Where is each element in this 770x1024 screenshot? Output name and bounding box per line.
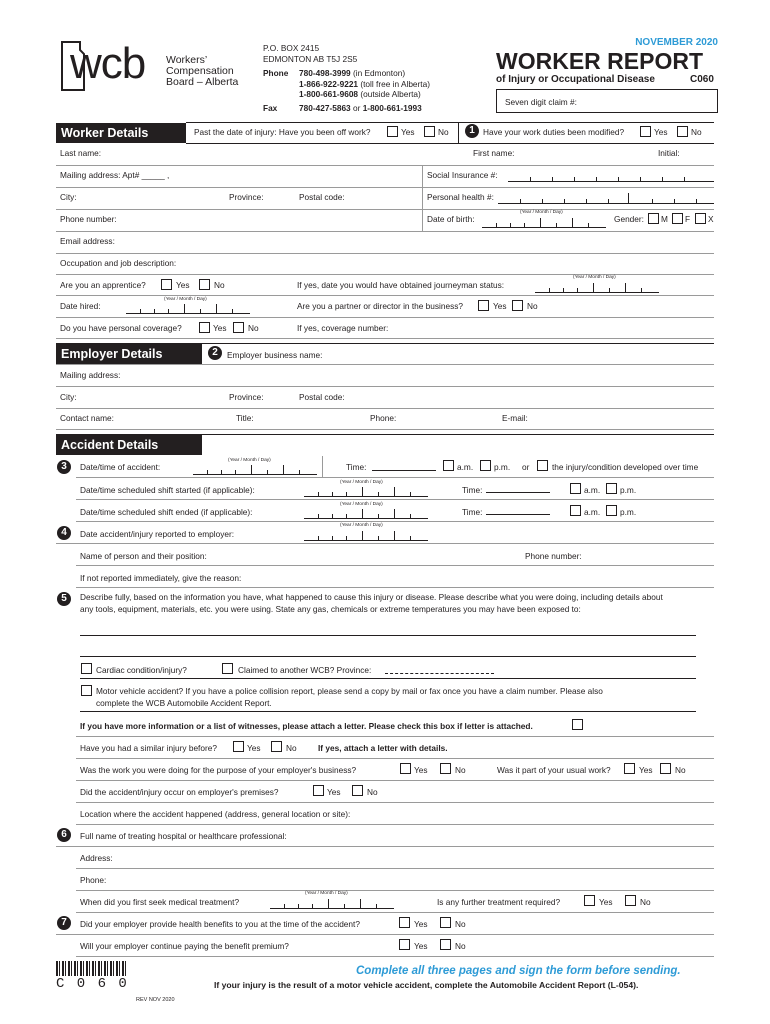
section-number-3: 3 xyxy=(57,460,71,474)
journeyman-ticks xyxy=(535,288,659,293)
date-hired-format-hint: (Year / Month / Day) xyxy=(164,297,207,302)
accident-date-label[interactable]: Date/time of accident: xyxy=(80,462,161,472)
city-field[interactable]: City: xyxy=(60,192,77,202)
employer-city-row xyxy=(56,387,714,409)
claimed-province-line[interactable] xyxy=(385,673,494,674)
employer-business-name-field[interactable]: Employer business name: xyxy=(227,350,323,360)
email-field[interactable]: Email address: xyxy=(60,236,115,246)
first-name-field[interactable]: First name: xyxy=(473,148,515,158)
hospital-address-row xyxy=(76,847,714,869)
employer-city-field[interactable]: City: xyxy=(60,392,77,402)
apprentice-yes-label: Yes xyxy=(176,280,190,290)
org-name-line2: Compensation xyxy=(166,65,234,77)
accident-date-format-hint: (Year / Month / Day) xyxy=(228,458,271,463)
gender-f-checkbox[interactable] xyxy=(672,213,683,224)
name-position-field[interactable]: Name of person and their position: xyxy=(80,551,207,561)
further-no-checkbox[interactable] xyxy=(625,895,636,906)
shift-start-ticks xyxy=(304,492,428,497)
employer-contact-field[interactable]: Contact name: xyxy=(60,413,114,423)
duties-yes-checkbox[interactable] xyxy=(640,126,651,137)
phone-number-field[interactable]: Phone number: xyxy=(60,214,117,224)
location-field[interactable]: Location where the accident happened (address, general location or site): xyxy=(80,809,351,819)
claim-number-box[interactable] xyxy=(496,89,718,113)
off-work-yes-label: Yes xyxy=(401,127,415,137)
city-address: EDMONTON AB T5J 2S5 xyxy=(263,54,358,64)
sin-ticks xyxy=(508,177,714,182)
auto-report-notice: If your injury is the result of a motor vehicle accident, complete the Automobile Accident Report (L-054). xyxy=(214,980,639,990)
complete-notice: Complete all three pages and sign the form before sending. xyxy=(356,965,681,977)
org-name-line3: Board – Alberta xyxy=(166,76,239,88)
premises-no-label: No xyxy=(367,787,378,797)
employer-phone-field[interactable]: Phone: xyxy=(370,413,397,423)
usual-no-checkbox[interactable] xyxy=(660,763,671,774)
purpose-yes-label: Yes xyxy=(414,765,428,775)
accident-date-ticks xyxy=(193,470,317,475)
worker-details-header: Worker Details xyxy=(56,123,186,143)
form-date: NOVEMBER 2020 xyxy=(635,37,718,48)
section-number-6: 6 xyxy=(57,828,71,842)
not-reported-field[interactable]: If not reported immediately, give the reason: xyxy=(80,573,242,583)
gender-x-checkbox[interactable] xyxy=(695,213,706,224)
purpose-no-label: No xyxy=(455,765,466,775)
phone-line2: 1-866-922-9221 (toll free in Alberta) xyxy=(299,79,430,89)
developed-over-time-label: the injury/condition developed over time xyxy=(552,462,699,472)
province-field[interactable]: Province: xyxy=(229,192,264,202)
premises-yes-checkbox[interactable] xyxy=(313,785,324,796)
shift-start-label[interactable]: Date/time scheduled shift started (if applicable): xyxy=(80,485,255,495)
revision-label: REV NOV 2020 xyxy=(136,997,175,1003)
section-number-2: 2 xyxy=(208,346,222,360)
dob-field[interactable]: Date of birth: xyxy=(427,214,475,224)
usual-yes-label: Yes xyxy=(639,765,653,775)
further-treatment-question: Is any further treatment required? xyxy=(437,897,561,907)
shift-start-pm-label: p.m. xyxy=(620,485,637,495)
first-treatment-ticks xyxy=(270,904,394,909)
dob-ticks xyxy=(482,223,606,228)
describe-write-line3[interactable] xyxy=(80,678,696,679)
coverage-question: Do you have personal coverage? xyxy=(60,323,182,333)
org-name-line1: Workers’ xyxy=(166,54,208,66)
duties-no-checkbox[interactable] xyxy=(677,126,688,137)
gender-label: Gender: xyxy=(614,214,644,224)
describe-write-line2[interactable] xyxy=(80,656,696,657)
mva-line2: complete the WCB Automobile Accident Report. xyxy=(96,698,272,708)
mailing-address-field[interactable]: Mailing address: Apt# _____ , xyxy=(60,170,170,180)
premises-yes-label: Yes xyxy=(327,787,341,797)
partner-yes-checkbox[interactable] xyxy=(478,300,489,311)
mva-checkbox[interactable] xyxy=(81,685,92,696)
first-treatment-format-hint: (Year / Month / Day) xyxy=(305,891,348,896)
name-row xyxy=(56,144,714,166)
hospital-address-field[interactable]: Address: xyxy=(80,853,113,863)
off-work-no-label: No xyxy=(438,127,449,137)
date-hired-field[interactable]: Date hired: xyxy=(60,301,101,311)
benefits-yes-checkbox[interactable] xyxy=(399,917,410,928)
employer-mailing-row xyxy=(56,365,714,387)
purpose-yes-checkbox[interactable] xyxy=(400,763,411,774)
mva-line1: Motor vehicle accident? If you have a police collision report, please send a copy by mail or fax once you have a claim number. Please also xyxy=(96,686,603,696)
email-row xyxy=(56,232,714,254)
reported-phone-field[interactable]: Phone number: xyxy=(525,551,582,561)
first-treatment-label[interactable]: When did you first seek medical treatment? xyxy=(80,897,240,907)
premium-question: Will your employer continue paying the benefit premium? xyxy=(80,941,289,951)
form-subtitle: of Injury or Occupational Disease xyxy=(496,74,655,85)
duties-yes-label: Yes xyxy=(654,127,668,137)
employer-email-field[interactable]: E-mail: xyxy=(502,413,528,423)
employer-province-field[interactable]: Province: xyxy=(229,392,264,402)
journeyman-date-field[interactable]: If yes, date you would have obtained journeyman status: xyxy=(297,280,505,290)
cardiac-checkbox[interactable] xyxy=(81,663,92,674)
coverage-yes-label: Yes xyxy=(213,323,227,333)
accident-time-line xyxy=(372,470,436,471)
hospital-phone-field[interactable]: Phone: xyxy=(80,875,107,885)
accident-time-label[interactable]: Time: xyxy=(346,462,367,472)
postal-code-field[interactable]: Postal code: xyxy=(299,192,345,202)
accident-pm-label: p.m. xyxy=(494,462,511,472)
section-number-5: 5 xyxy=(57,592,71,606)
describe-write-line1[interactable] xyxy=(80,635,696,636)
benefits-yes-label: Yes xyxy=(414,919,428,929)
date-hired-ticks xyxy=(126,309,250,314)
health-ticks xyxy=(498,199,714,204)
shift-end-am-label: a.m. xyxy=(584,507,601,517)
section-number-7: 7 xyxy=(57,916,71,930)
phone-label: Phone xyxy=(263,68,289,78)
accident-am-label: a.m. xyxy=(457,462,474,472)
partner-no-checkbox[interactable] xyxy=(512,300,523,311)
shift-start-pm-checkbox[interactable] xyxy=(606,483,617,494)
shift-end-time-label[interactable]: Time: xyxy=(462,507,483,517)
more-info-text: If you have more information or a list of witnesses, please attach a letter. Please check this box if letter is attached. xyxy=(80,721,533,731)
accident-details-header: Accident Details xyxy=(56,435,202,455)
similar-yes-label: Yes xyxy=(247,743,261,753)
claimed-other-wcb-checkbox[interactable] xyxy=(222,663,233,674)
similar-yes-checkbox[interactable] xyxy=(233,741,244,752)
coverage-yes-checkbox[interactable] xyxy=(199,322,210,333)
similar-injury-question: Have you had a similar injury before? xyxy=(80,743,217,753)
developed-over-time-checkbox[interactable] xyxy=(537,460,548,471)
shift-start-am-label: a.m. xyxy=(584,485,601,495)
purpose-question: Was the work you were doing for the purpose of your employer's business? xyxy=(80,765,357,775)
section-number-1: 1 xyxy=(465,124,479,138)
dob-format-hint: (Year / Month / Day) xyxy=(520,210,563,215)
further-yes-label: Yes xyxy=(599,897,613,907)
premises-question: Did the accident/injury occur on employer's premises? xyxy=(80,787,279,797)
partner-no-label: No xyxy=(527,301,538,311)
premium-no-label: No xyxy=(455,941,466,951)
shift-start-am-checkbox[interactable] xyxy=(570,483,581,494)
shift-end-label[interactable]: Date/time scheduled shift ended (if applicable): xyxy=(80,507,253,517)
purpose-no-checkbox[interactable] xyxy=(440,763,451,774)
employer-mailing-field[interactable]: Mailing address: xyxy=(60,370,121,380)
shift-end-am-checkbox[interactable] xyxy=(570,505,581,516)
initial-field[interactable]: Initial: xyxy=(658,148,680,158)
wcb-logo xyxy=(54,39,239,92)
health-number-field[interactable]: Personal health #: xyxy=(427,192,494,202)
cardiac-label: Cardiac condition/injury? xyxy=(96,665,187,675)
shift-end-ticks xyxy=(304,514,428,519)
further-no-label: No xyxy=(640,897,651,907)
occupation-field[interactable]: Occupation and job description: xyxy=(60,258,177,268)
usual-work-question: Was it part of your usual work? xyxy=(497,765,611,775)
accident-am-checkbox[interactable] xyxy=(443,460,454,471)
claim-number-label: Seven digit claim #: xyxy=(505,97,577,107)
premises-no-checkbox[interactable] xyxy=(352,785,363,796)
po-box: P.O. BOX 2415 xyxy=(263,43,320,53)
reported-format-hint: (Year / Month / Day) xyxy=(340,523,383,528)
off-work-no-checkbox[interactable] xyxy=(424,126,435,137)
gender-m-checkbox[interactable] xyxy=(648,213,659,224)
barcode-icon xyxy=(56,961,128,976)
employer-details-header: Employer Details xyxy=(56,344,202,364)
form-code: C060 xyxy=(690,74,714,85)
apprentice-no-label: No xyxy=(214,280,225,290)
divider xyxy=(322,456,323,478)
reported-ticks xyxy=(304,536,428,541)
phone-line1: 780-498-3999 (in Edmonton) xyxy=(299,68,406,78)
letter-attached-checkbox[interactable] xyxy=(572,719,583,730)
partner-question: Are you a partner or director in the business? xyxy=(297,301,464,311)
last-name-field[interactable]: Last name: xyxy=(60,148,102,158)
partner-yes-label: Yes xyxy=(493,301,507,311)
benefits-question: Did your employer provide health benefits to you at the time of the accident? xyxy=(80,919,360,929)
usual-yes-checkbox[interactable] xyxy=(624,763,635,774)
attach-letter-note: If yes, attach a letter with details. xyxy=(318,743,448,753)
section-number-4: 4 xyxy=(57,526,71,540)
coverage-no-label: No xyxy=(248,323,259,333)
duties-modified-question: Have your work duties been modified? xyxy=(483,127,625,137)
benefits-no-checkbox[interactable] xyxy=(440,917,451,928)
employer-title-field[interactable]: Title: xyxy=(236,413,254,423)
coverage-no-checkbox[interactable] xyxy=(233,322,244,333)
apprentice-yes-checkbox[interactable] xyxy=(161,279,172,290)
fax-label: Fax xyxy=(263,103,278,113)
apprentice-no-checkbox[interactable] xyxy=(199,279,210,290)
hospital-field[interactable]: Full name of treating hospital or healthcare professional: xyxy=(80,831,287,841)
off-work-question: Past the date of injury: Have you been off work? xyxy=(194,127,371,137)
shift-end-pm-checkbox[interactable] xyxy=(606,505,617,516)
gender-m-label: M xyxy=(661,214,668,224)
hospital-phone-row xyxy=(76,869,714,891)
employer-postal-field[interactable]: Postal code: xyxy=(299,392,345,402)
sin-field[interactable]: Social Insurance #: xyxy=(427,170,498,180)
shift-end-pm-label: p.m. xyxy=(620,507,637,517)
logo-wordmark: wcb xyxy=(70,39,146,88)
claimed-other-wcb-label: Claimed to another WCB? Province: xyxy=(238,665,372,675)
shift-end-time-line xyxy=(486,514,550,515)
accident-pm-checkbox[interactable] xyxy=(480,460,491,471)
shift-start-format-hint: (Year / Month / Day) xyxy=(340,480,383,485)
describe-write-line4 xyxy=(80,711,696,712)
describe-line1: Describe fully, based on the information you have, what happened to cause this injury or disease. Please describe what you were doing, including details about xyxy=(80,592,663,602)
duties-no-label: No xyxy=(691,127,702,137)
premium-no-checkbox[interactable] xyxy=(440,939,451,950)
off-work-yes-checkbox[interactable] xyxy=(387,126,398,137)
phone-line3: 1-800-661-9608 (outside Alberta) xyxy=(299,89,421,99)
similar-no-label: No xyxy=(286,743,297,753)
benefits-no-label: No xyxy=(455,919,466,929)
shift-start-time-label[interactable]: Time: xyxy=(462,485,483,495)
describe-line2: any tools, equipment, materials, etc. you were using. State any gas, chemicals or extreme temperatures you may have been exposed to: xyxy=(80,604,581,614)
gender-x-label: X xyxy=(708,214,714,224)
form-title: WORKER REPORT xyxy=(496,48,703,74)
shift-end-format-hint: (Year / Month / Day) xyxy=(340,502,383,507)
journeyman-format-hint: (Year / Month / Day) xyxy=(573,275,616,280)
shift-start-time-line xyxy=(486,492,550,493)
similar-no-checkbox[interactable] xyxy=(271,741,282,752)
or-label: or xyxy=(522,462,530,472)
divider xyxy=(458,122,459,144)
premium-yes-label: Yes xyxy=(414,941,428,951)
reported-date-label[interactable]: Date accident/injury reported to employer: xyxy=(80,529,235,539)
fax-numbers: 780-427-5863 or 1-800-661-1993 xyxy=(299,103,422,113)
apprentice-question: Are you an apprentice? xyxy=(60,280,146,290)
barcode-text: C 0 6 0 xyxy=(56,976,129,992)
usual-no-label: No xyxy=(675,765,686,775)
premium-yes-checkbox[interactable] xyxy=(399,939,410,950)
coverage-number-field[interactable]: If yes, coverage number: xyxy=(297,323,389,333)
further-yes-checkbox[interactable] xyxy=(584,895,595,906)
gender-f-label: F xyxy=(685,214,691,224)
